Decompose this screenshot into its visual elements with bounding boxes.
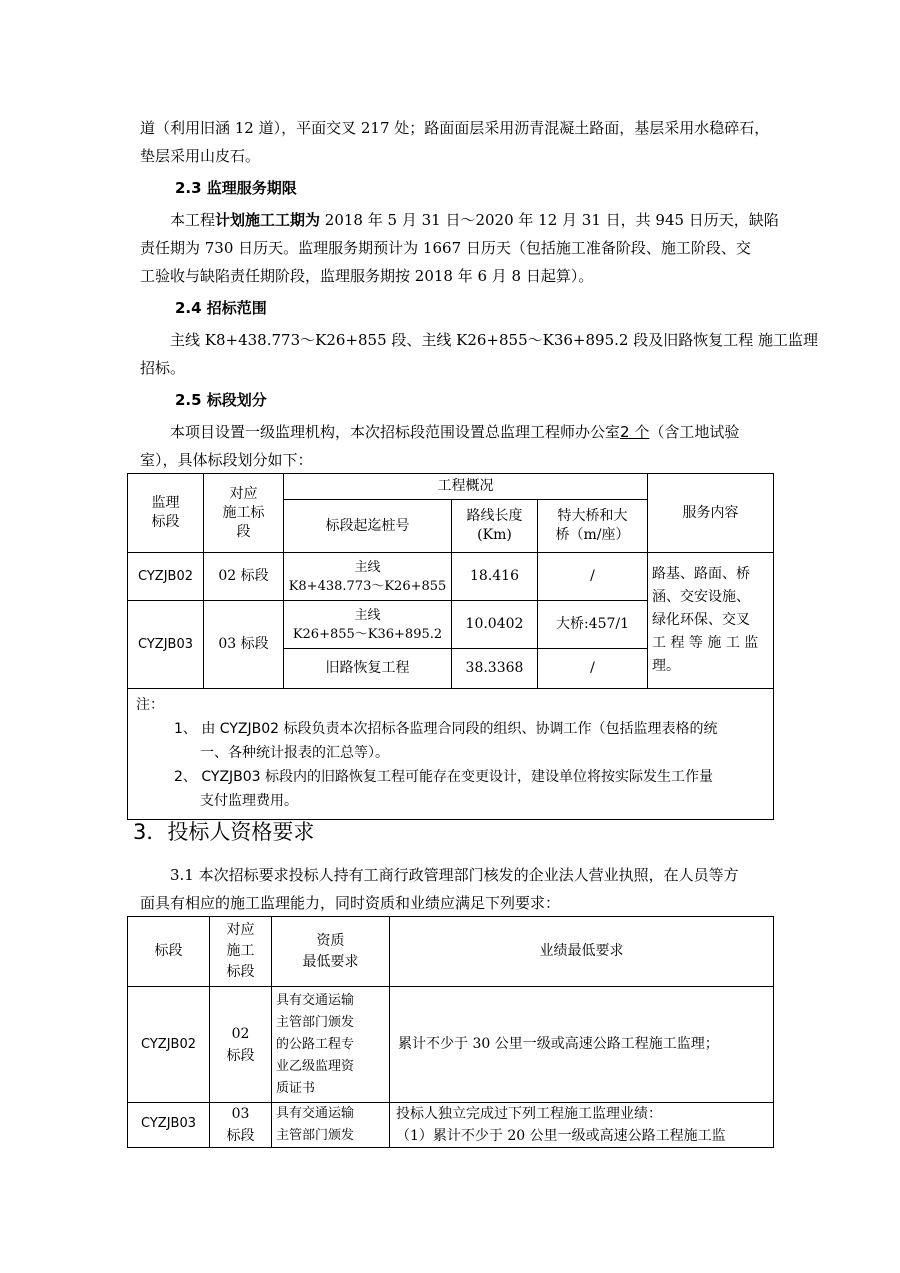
body-line-1: 道（利用旧涵 12 道），平面交叉 217 处；路面面层采用沥青混凝土路面，基层采用水稳碎石， [140,119,770,137]
para-2-3-line-1: 本工程计划施工工期为 2018 年 5 月 31 日～2020 年 12 月 31 日，共 945 日历天，缺陷 [170,211,779,229]
row1-zhuanghao: 主线 K8+438.773～K26+855 [284,553,452,601]
header-zizhi: 资质 最低要求 [272,917,390,987]
header-zhuanghao: 标段起迄桩号 [284,500,452,553]
para-2-3-line-2: 责任期为 730 日历天。监理服务期预计为 1667 日历天（包括施工准备阶段、施工阶段、交 [140,239,751,257]
header-biaoduan: 标段 [128,917,210,987]
q-row2-zizhi: 具有交通运输 主管部门颁发 [272,1103,390,1148]
q-row1-biaoduan: 02 标段 [210,987,272,1103]
q-row2-yeji-line-2: （1）累计不少于 20 公里一级或高速公路工程施工监 [396,1128,726,1144]
row2-changdu: 10.0402 [452,601,538,649]
row1-code: CYZJB02 [128,553,204,601]
note-1-line-2: 一、各种统计报表的汇总等）。 [200,745,389,761]
q-row2-biaoduan: 03 标段 [210,1103,272,1148]
qualification-table [127,916,774,1148]
para-2-3-line-3: 工验收与缺陷责任期阶段，监理服务期按 2018 年 6 月 8 日起算）。 [140,267,594,285]
row3-changdu: 38.3368 [452,649,538,689]
header-qiao: 特大桥和大 桥（m/座） [538,500,648,553]
q-row2-yeji [390,1103,774,1148]
note-2-line-1: 2、 CYZJB03 标段内的旧路恢复工程可能存在变更设计，建设单位将按实际发生工作量 [174,769,714,785]
row3-qiao: / [538,649,648,689]
section-3-title: 3．投标人资格要求 [133,820,315,844]
header-jianli: 监理 标段 [128,474,204,553]
para-2-4-line-2: 招标。 [140,359,186,377]
row1-qiao: / [538,553,648,601]
row1-changdu: 18.416 [452,553,538,601]
heading-2-5: 2.5 标段划分 [175,391,267,409]
note-2-line-2: 支付监理费用。 [200,793,298,809]
q-row1-yeji: 累计不少于 30 公里一级或高速公路工程施工监理； [390,987,774,1103]
row2-qiao: 大桥:457/1 [538,601,648,649]
fuwu-content: 路基、路面、桥 涵、交安设施、 绿化环保、交叉 工 程 等 施 工 监 理。 [648,553,774,689]
para-2-4-line-1: 主线 K8+438.773～K26+855 段、主线 K26+855～K36+895.2 段及旧路恢复工程 施工监理 [170,331,818,349]
header-yeji: 业绩最低要求 [390,917,774,987]
row2-biaoduan: 03 标段 [204,601,284,689]
para-2-5-line-1: 本项目设置一级监理机构，本次招标段范围设置总监理工程师办公室2 个（含工地试验 [170,423,740,441]
section-table [127,473,774,820]
row1-biaoduan: 02 标段 [204,553,284,601]
header-duiying: 对应 施工标 段 [204,474,284,553]
q-row2-code: CYZJB03 [128,1103,210,1148]
row2-code: CYZJB03 [128,601,204,689]
row3-zhuanghao: 旧路恢复工程 [284,649,452,689]
row2-zhuanghao: 主线 K26+855～K36+895.2 [284,601,452,649]
q-row1-code: CYZJB02 [128,987,210,1103]
para-3-1-line-1: 3.1 本次招标要求投标人持有工商行政管理部门核发的企业法人营业执照，在人员等方 [170,866,739,884]
header-duiying-shigong: 对应 施工 标段 [210,917,272,987]
note-1-line-1: 1、 由 CYZJB02 标段负责本次招标各监理合同段的组织、协调工作（包括监理表格的统 [174,721,718,737]
header-gaikuang: 工程概况 [284,474,648,500]
table-note [128,689,774,820]
body-line-2: 垫层采用山皮石。 [140,147,261,165]
header-fuwu: 服务内容 [648,474,774,553]
para-3-1-line-2: 面具有相应的施工监理能力，同时资质和业绩应满足下列要求： [140,894,561,912]
heading-2-4: 2.4 招标范围 [175,299,267,317]
para-2-5-line-2: 室），具体标段划分如下： [140,451,313,469]
heading-2-3: 2.3 监理服务期限 [175,179,297,197]
header-changdu: 路线长度 (Km) [452,500,538,553]
note-title: 注： [136,697,164,713]
q-row2-yeji-line-1: 投标人独立完成过下列工程施工监理业绩： [396,1106,662,1122]
q-row1-zizhi: 具有交通运输 主管部门颁发 的公路工程专 业乙级监理资 质证书 [272,987,390,1103]
